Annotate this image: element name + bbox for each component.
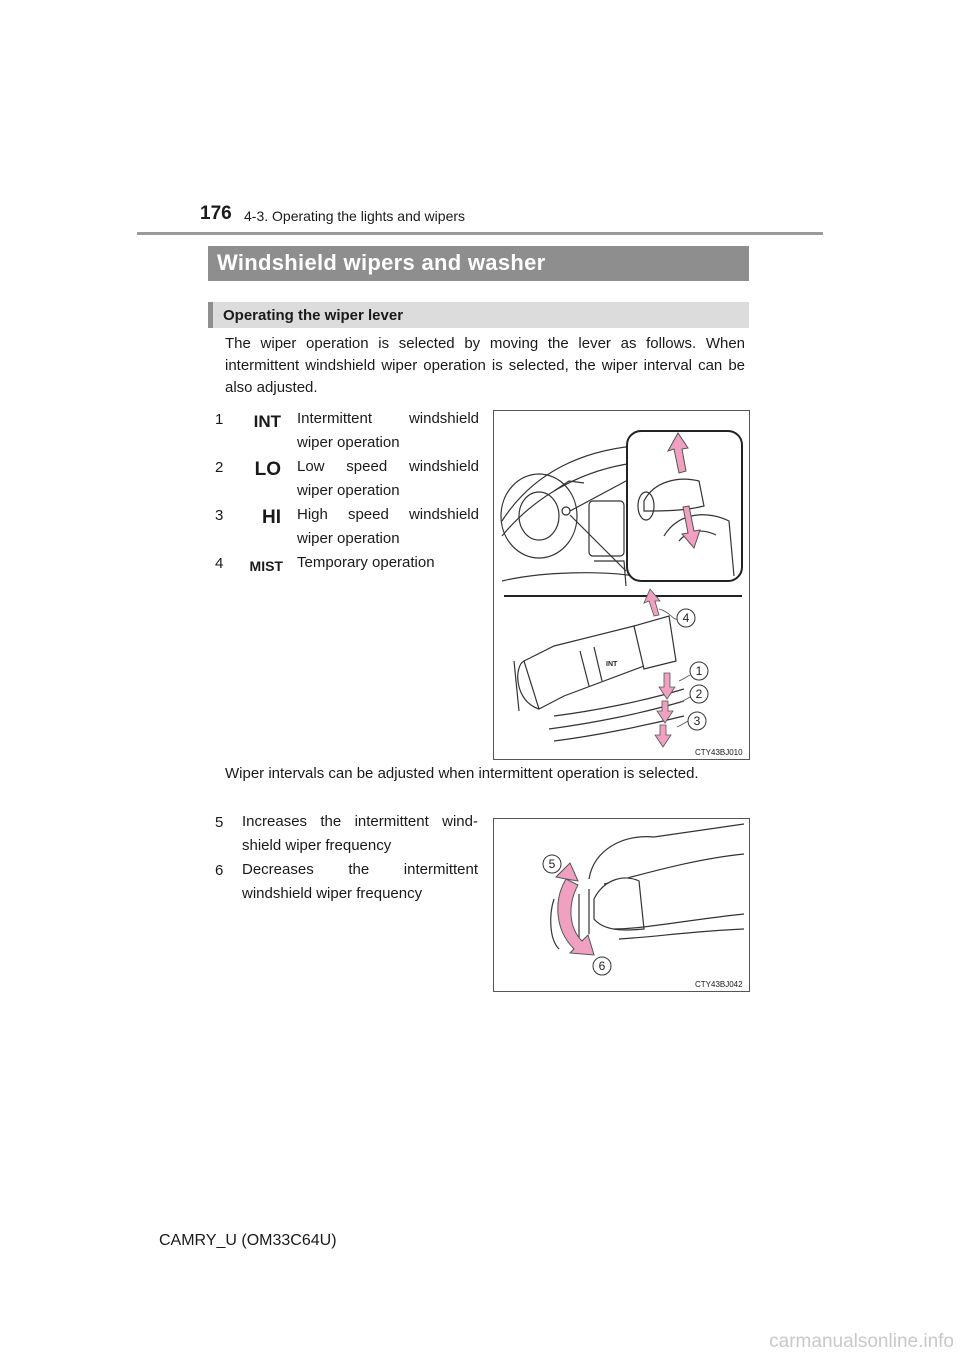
- callout-3: 3: [693, 714, 701, 728]
- item-number: 4: [215, 555, 224, 572]
- item-number: 2: [215, 459, 224, 476]
- item-number: 3: [215, 507, 224, 524]
- header-rule: [137, 232, 823, 235]
- list-item: [213, 506, 483, 554]
- list-item: [213, 410, 483, 458]
- item-text-line: shield wiper frequency: [242, 837, 392, 854]
- position-code-int: INT: [253, 412, 281, 431]
- callout-1: 1: [695, 664, 703, 678]
- list-item: [213, 861, 483, 909]
- position-code-mist: MIST: [249, 558, 283, 574]
- item-number: 5: [215, 814, 224, 831]
- page-title: Windshield wipers and washer: [217, 250, 546, 275]
- callout-4: 4: [682, 611, 690, 625]
- wiper-interval-illustration: [494, 819, 749, 991]
- callout-5: 5: [548, 857, 556, 871]
- item-number: 1: [215, 411, 224, 428]
- item-text: Intermittent windshield wiper operation: [297, 410, 479, 451]
- callout-2: 2: [695, 687, 703, 701]
- lever-int-label: INT: [606, 661, 618, 668]
- position-code-hi: HI: [262, 507, 281, 528]
- list-item: [213, 813, 483, 861]
- intro-paragraph: The wiper operation is selected by moving the lever as follows. When intermittent windshield wiper operation is selected, the wiper interval can be also adjusted.: [225, 335, 745, 396]
- interval-paragraph: Wiper intervals can be adjusted when intermittent operation is selected.: [225, 765, 699, 782]
- wiper-lever-illustration: [494, 411, 749, 759]
- item-text-line: Decreases the intermittent: [242, 861, 478, 878]
- item-text: Low speed windshield wiper operation: [297, 458, 479, 499]
- section-reference: 4-3. Operating the lights and wipers: [244, 208, 466, 224]
- manual-footer: CAMRY_U (OM33C64U): [159, 1232, 337, 1249]
- wiper-interval-figure: [493, 818, 750, 992]
- item-text-line: windshield wiper frequency: [242, 885, 423, 902]
- figure-code: CTY43BJ042: [695, 980, 743, 989]
- list-item: [213, 554, 483, 584]
- list-item: [213, 458, 483, 506]
- item-text: [242, 810, 478, 858]
- page-number: 176: [200, 203, 232, 224]
- wiper-lever-figure: [493, 410, 750, 760]
- callout-6: 6: [598, 959, 606, 973]
- item-text: High speed windshield wiper operation: [297, 506, 479, 547]
- item-text: Temporary operation: [297, 554, 435, 571]
- item-number: 6: [215, 862, 224, 879]
- item-text: [242, 858, 478, 906]
- figure-code: CTY43BJ010: [695, 748, 743, 757]
- subsection-title: Operating the wiper lever: [223, 307, 404, 324]
- watermark: carmanualsonline.info: [769, 1331, 954, 1352]
- position-code-lo: LO: [254, 459, 281, 480]
- item-text-line: Increases the intermittent wind-: [242, 813, 478, 830]
